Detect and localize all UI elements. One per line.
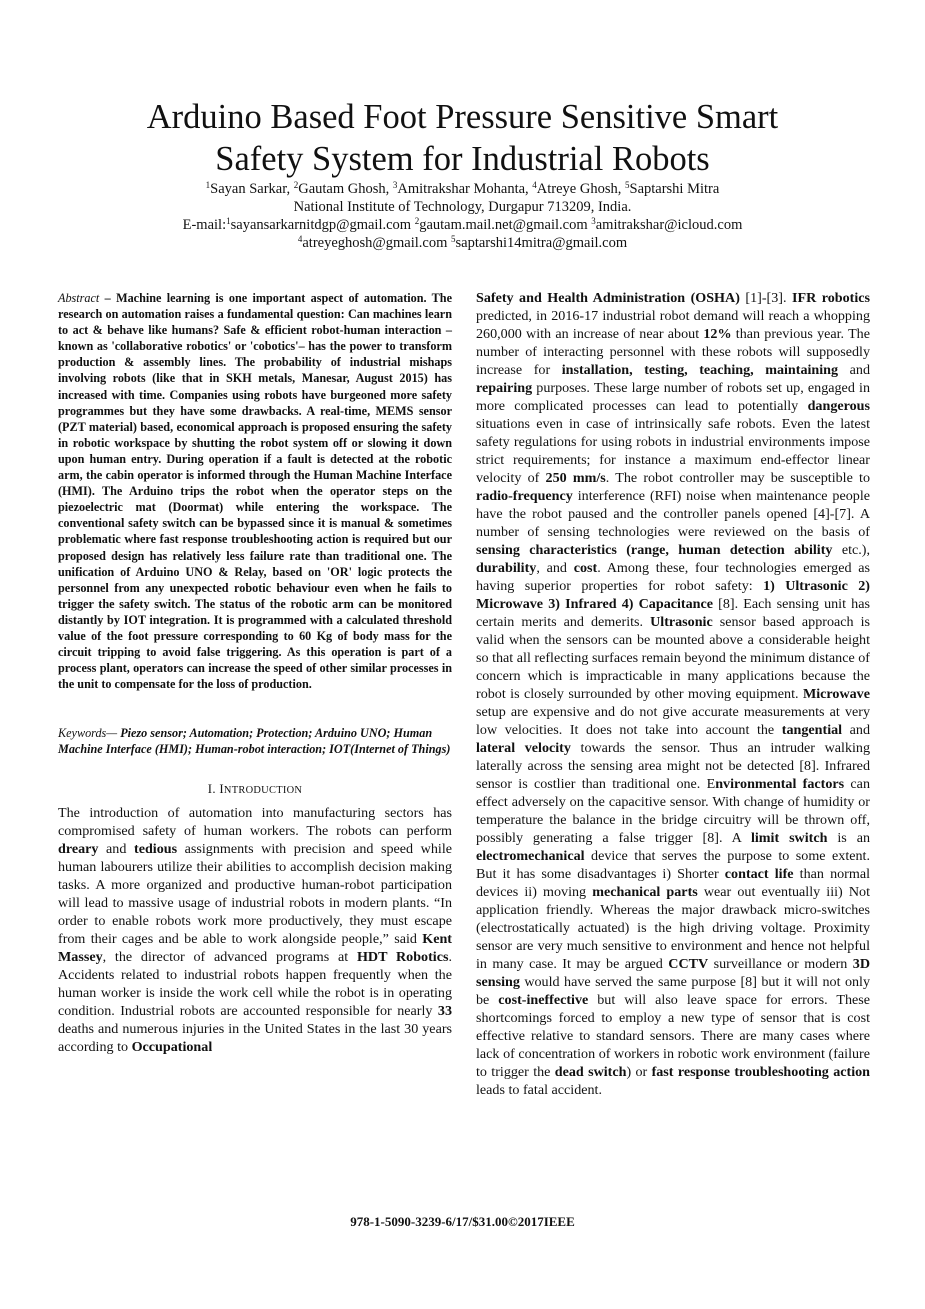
emphasized-text: CCTV <box>668 956 709 972</box>
body-text-run: . Accidents related to industrial robots happen frequently when the human worker is inside the work cell while the robot is in operating condition. Industrial robots are accounted responsible for nearly <box>58 948 452 1019</box>
body-text-run: , and <box>536 560 574 576</box>
emphasized-text: Occupational <box>131 1038 213 1055</box>
body-text-run: . Among these, four technologies emerged as having superior properties for robot safety: <box>476 560 870 594</box>
body-text-run: . The robot controller may be susceptible to <box>605 470 870 486</box>
body-text-run: , the director of advanced programs at <box>102 948 357 965</box>
emphasized-text: Safety and Health Administration (OSHA) <box>476 290 740 306</box>
emphasized-text: 12% <box>703 326 732 342</box>
copyright-footer: 978-1-5090-3239-6/17/$31.00©2017IEEE <box>350 1214 575 1229</box>
body-text-run: towards the sensor. Thus an intruder walking laterally across the sensing area might not be detected [8]. Infrared sensor is costlier than traditional one. E <box>476 740 870 792</box>
body-text-run: purposes. These large number of robots set up, engaged in more complicated processes can lead to potentially <box>476 380 870 414</box>
emphasized-text: 1) Ultrasonic 2) Microwave 3) Infrared 4) Capacitance <box>476 578 870 612</box>
emphasized-text: radio-frequency <box>476 488 573 504</box>
author-name: Saptarshi Mitra <box>629 181 720 197</box>
emphasized-text: Ultrasonic <box>650 614 713 630</box>
email-index: 4 <box>297 234 303 244</box>
section-cap: I <box>219 781 224 796</box>
emphasized-text: installation, testing, teaching, maintaining <box>561 362 839 378</box>
emphasized-text: 3D sensing <box>476 956 870 990</box>
keywords <box>58 725 452 757</box>
body-text-run: and <box>838 362 870 378</box>
body-text-run: deaths and numerous injuries in the United States in the last 30 years according to <box>58 1020 452 1055</box>
author-name: Sayan Sarkar, <box>210 181 294 197</box>
author-names <box>0 180 925 198</box>
emphasized-text: durability <box>476 560 537 576</box>
body-text-run: interference (RFI) noise when maintenance people have the robot paused and the controller panels opened [4]-[7]. A number of sensing technologies were reviewed on the basis of <box>476 488 870 540</box>
emphasized-text: electromechanical <box>476 848 585 864</box>
emphasized-text: Kent Massey <box>58 930 452 965</box>
body-text-run: [8]. Each sensing unit has certain merits and demerits. <box>476 596 870 630</box>
emphasized-text: Microwave <box>802 686 870 702</box>
body-text-run: [1]-[3]. <box>739 290 792 306</box>
body-text-run: leads to fatal accident. <box>476 1082 602 1098</box>
emphasized-text: repairing <box>476 380 533 396</box>
email-index: 3 <box>591 216 596 226</box>
body-text-run: surveillance or modern <box>708 956 853 972</box>
emphasized-text: dead switch <box>554 1064 627 1080</box>
body-text-run: ) or <box>626 1064 652 1080</box>
keywords-lead: Keywords— <box>58 726 118 741</box>
left-column <box>58 290 452 1056</box>
affiliation: National Institute of Technology, Durgapur 713209, India. <box>293 199 632 215</box>
body-text-run: etc.), <box>832 542 870 558</box>
author-name: Atreye Ghosh, <box>536 181 625 197</box>
emphasized-text: lateral velocity <box>476 740 571 756</box>
title-line-2: Safety System for Industrial Robots <box>215 140 710 178</box>
keywords-text: Piezo sensor; Automation; Protection; Arduino UNO; Human Machine Interface (HMI); Human-robot interaction; IOT(Internet of Things) <box>58 726 451 757</box>
emphasized-text: cost-ineffective <box>498 992 589 1008</box>
emphasized-text: sensing characteristics (range, human detection ability <box>476 542 833 558</box>
paper-title <box>0 96 925 180</box>
emphasized-text: 33 <box>437 1002 452 1019</box>
author-block <box>0 180 925 252</box>
author-name: Gautam Ghosh, <box>298 181 393 197</box>
abstract <box>58 290 452 692</box>
right-column <box>476 290 870 1099</box>
abstract-text: – Machine learning is one important aspect of automation. The research on automation raises a fundamental question: Can machines learn to act & behave like humans? Safe & efficient robot-human interaction – known as 'collaborative robotics' or 'cobotics'– has the power to transform production & assembly lines. The probability of industrial mishaps involving robots (like that in SKH metals, Manesar, August 2015) has increased with time. Companies using robots have burgeoned more safety programmes but they have some drawbacks. A real-time, MEMS sensor (PZT material) based, economical approach is proposed ensuring the safety in robotic workspace by shutting the robot system off or slowing it down upon human entry. During operation if a fault is detected at the robotic arm, the cabin operator is informed through the Human Machine Interface (HMI). The Arduino trips the robot when the operator steps on the piezoelectric mat (Doormat) while entering the workspace. The conventional safety switch can be bypassed since it is manual & sometimes problematic where fast response troubleshooting action is required but our proposed design has relatively less failure rate than traditional one. The unification of Arduino UNO & Relay, based on 'OR' logic protects the personnel from any unexpected robotic behaviour even when he fails to trigger the safety switch. The status of the robotic arm can be monitored distantly by IOT integration. It is programmed with a calculated threshold value of the foot pressure corresponding to 60 Kg of body mass for the circuit tripping to avoid false triggering. As this operation is part of a process plant, operators can increase the speed of other similar processes in the unit to compensate for the loss of production. <box>58 291 452 692</box>
emphasized-text: cost <box>573 560 598 576</box>
intro-paragraph <box>58 804 452 1056</box>
body-text-run: can effect adversely on the capacitive sensor. With change of humidity or temperature the balance in the bridge circuitry will be thrown off, possibly generating a false trigger [8]. A <box>476 776 870 846</box>
body-text-run: is an <box>827 830 871 846</box>
emphasized-text: 250 mm/s <box>545 470 606 486</box>
email-address: saptarshi14mitra@gmail.com <box>455 235 628 251</box>
email-line-1 <box>0 216 925 234</box>
email-address: gautam.mail.net@gmail.com <box>419 217 592 233</box>
author-name: Amitrakshar Mohanta, <box>397 181 533 197</box>
body-text-run: wear out eventually iii) Not application friendly. Whereas the major drawback micro-switches (electrostatically actuated) is the high driving voltage. Proximity sensor are very much sensitive to environment and hence not helpful in many case. It may be argued <box>476 884 871 972</box>
section-smallcaps: NTRODUCTION <box>223 784 303 796</box>
emphasized-text: limit switch <box>750 830 828 846</box>
emphasized-text: tangential <box>781 722 843 738</box>
abstract-lead: Abstract <box>58 291 100 305</box>
body-text-run: assignments with precision and speed while human labourers utilize their abilities to accomplish decision making tasks. A more organized and productive human-robot participation will lead to massive usage of industrial robots in modern plants. “In order to enable robots work more productively, they must escape from their cages and be able to work alongside people,” said <box>58 840 452 947</box>
author-index: 3 <box>392 180 398 190</box>
email-line-2 <box>0 234 925 252</box>
author-index: 2 <box>293 180 299 190</box>
emphasized-text: fast response troubleshooting action <box>651 1064 870 1080</box>
body-text-run: than normal devices ii) moving <box>476 866 870 900</box>
intro-paragraph-continued <box>476 289 870 1099</box>
email-address: sayansarkarnitdgp@gmail.com <box>230 217 415 233</box>
email-index: 1 <box>226 216 231 226</box>
body-text-run: and <box>98 840 134 857</box>
section-numeral: I. <box>207 781 220 796</box>
emphasized-text: tedious <box>134 840 178 857</box>
author-index: 1 <box>205 180 211 190</box>
emphasized-text: mechanical parts <box>592 884 698 900</box>
body-text-run: sensor based approach is valid when the sensors can be mounted above a considerable height so that all reflecting surfaces remain beyond the minimum distance of concern which is impracticable in many applications because the robot is closely surrounded by other moving equipment. <box>476 614 871 702</box>
author-index: 5 <box>625 180 630 190</box>
emphasized-text: contact life <box>724 866 794 882</box>
body-text-run: and <box>842 722 871 738</box>
author-index: 4 <box>532 180 537 190</box>
emphasized-text: HDT Robotics <box>356 948 449 965</box>
email-address: atreyeghosh@gmail.com <box>302 235 452 251</box>
body-text-run: The introduction of automation into manufacturing sectors has compromised safety of human workers. The robots can perform <box>58 804 452 839</box>
section-heading-introduction <box>58 780 452 800</box>
emphasized-text: dangerous <box>807 398 870 414</box>
body-text-run: situations even in case of intrinsically safe robots. Even the latest safety regulations for using robots in industrial environments impose strict requirements; for instance a maximum end-effector linear velocity of <box>476 416 870 486</box>
email-address: amitrakshar@icloud.com <box>595 217 743 233</box>
emphasized-text: IFR robotics <box>791 290 871 306</box>
body-text-run: predicted, in 2016-17 industrial robot demand will reach a whopping 260,000 with an increase of near about <box>476 308 870 342</box>
body-text-run: but will also leave space for errors. These shortcomings forced to employ a new type of sensor that is cost effective relative to standard sensors. There are many cases where lack of concentration of workers in robotic work environment (failure to trigger the <box>476 992 870 1080</box>
title-line-1: Arduino Based Foot Pressure Sensitive Smart <box>146 98 779 136</box>
emphasized-text: dreary <box>58 840 99 857</box>
email-index: 5 <box>451 234 456 244</box>
email-index: 2 <box>414 216 420 226</box>
email-label: E-mail: <box>182 217 227 233</box>
body-text-run: than previous year. The number of interacting personnel with these robots will supposedly increase for <box>476 326 870 378</box>
emphasized-text: nvironmental factors <box>715 776 845 792</box>
body-text-run: setup are expensive and do not give accurate measurements at very low velocities. It does not take into account the <box>476 704 870 738</box>
body-text-run: device that serves the purpose to some extent. But it has some disadvantages i) Shorter <box>476 848 870 882</box>
body-text-run: would have served the same purpose [8] but it will not only be <box>476 974 870 1008</box>
